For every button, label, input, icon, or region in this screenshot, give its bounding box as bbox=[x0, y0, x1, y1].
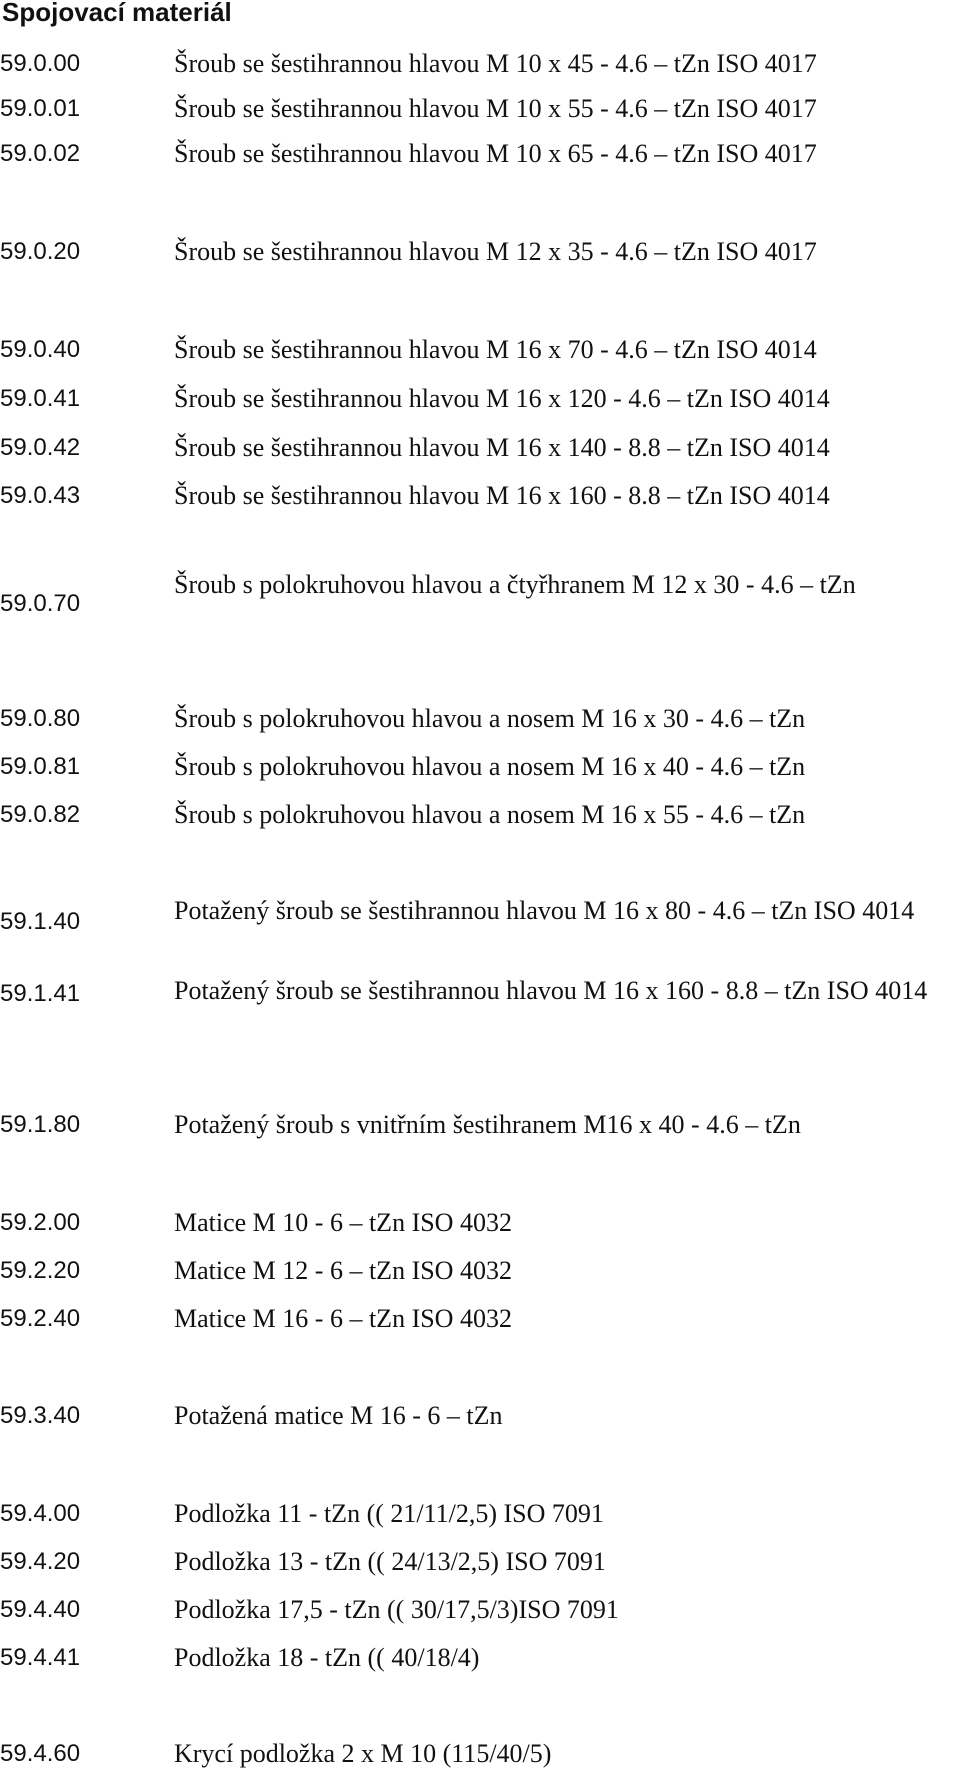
item-code: 59.4.00 bbox=[0, 1500, 81, 1527]
item-description: Šroub se šestihrannou hlavou M 16 x 140 - 8.8 – tZn ISO 4014 bbox=[174, 433, 830, 462]
item-code: 59.0.80 bbox=[0, 705, 81, 732]
item-description: Šroub se šestihrannou hlavou M 10 x 65 - 4.6 – tZn ISO 4017 bbox=[174, 139, 817, 168]
item-description: Šroub se šestihrannou hlavou M 16 x 120 - 4.6 – tZn ISO 4014 bbox=[174, 384, 830, 413]
item-code: 59.0.20 bbox=[0, 238, 81, 265]
item-description: Potažený šroub se šestihrannou hlavou M 16 x 160 - 8.8 – tZn ISO 4014 bbox=[174, 976, 928, 1005]
item-description: Šroub se šestihrannou hlavou M 10 x 45 - 4.6 – tZn ISO 4017 bbox=[174, 49, 817, 78]
item-code: 59.4.41 bbox=[0, 1644, 81, 1671]
item-code: 59.0.70 bbox=[0, 590, 81, 617]
item-code: 59.0.01 bbox=[0, 95, 81, 122]
item-code: 59.0.81 bbox=[0, 753, 81, 780]
item-code: 59.4.60 bbox=[0, 1740, 81, 1767]
item-code: 59.1.40 bbox=[0, 908, 81, 935]
item-description: Matice M 10 - 6 – tZn ISO 4032 bbox=[174, 1208, 512, 1237]
item-code: 59.2.20 bbox=[0, 1257, 81, 1284]
item-code: 59.0.00 bbox=[0, 50, 81, 77]
item-description: Potažený šroub s vnitřním šestihranem M16 x 40 - 4.6 – tZn bbox=[174, 1110, 801, 1139]
item-description: Potažený šroub se šestihrannou hlavou M 16 x 80 - 4.6 – tZn ISO 4014 bbox=[174, 896, 915, 925]
item-description: Krycí podložka 2 x M 10 (115/40/5) bbox=[174, 1739, 552, 1768]
item-code: 59.1.80 bbox=[0, 1111, 81, 1138]
item-code: 59.0.40 bbox=[0, 336, 81, 363]
item-description: Matice M 16 - 6 – tZn ISO 4032 bbox=[174, 1304, 512, 1333]
item-code: 59.0.02 bbox=[0, 140, 81, 167]
item-code: 59.0.42 bbox=[0, 434, 81, 461]
item-description: Šroub s polokruhovou hlavou a nosem M 16 x 30 - 4.6 – tZn bbox=[174, 704, 806, 733]
item-description: Podložka 18 - tZn (( 40/18/4) bbox=[174, 1643, 480, 1672]
item-code: 59.2.40 bbox=[0, 1305, 81, 1332]
item-description: Podložka 11 - tZn (( 21/11/2,5) ISO 7091 bbox=[174, 1499, 604, 1528]
item-code: 59.3.40 bbox=[0, 1402, 81, 1429]
item-description: Podložka 17,5 - tZn (( 30/17,5/3)ISO 7091 bbox=[174, 1595, 619, 1624]
item-description: Šroub s polokruhovou hlavou a nosem M 16 x 55 - 4.6 – tZn bbox=[174, 800, 806, 829]
item-code: 59.0.43 bbox=[0, 482, 81, 509]
item-code: 59.0.82 bbox=[0, 801, 81, 828]
item-description: Šroub se šestihrannou hlavou M 16 x 160 - 8.8 – tZn ISO 4014 bbox=[174, 481, 830, 510]
item-code: 59.0.41 bbox=[0, 385, 81, 412]
item-description: Šroub se šestihrannou hlavou M 16 x 70 - 4.6 – tZn ISO 4014 bbox=[174, 335, 817, 364]
item-description: Šroub se šestihrannou hlavou M 12 x 35 - 4.6 – tZn ISO 4017 bbox=[174, 237, 817, 266]
item-code: 59.4.40 bbox=[0, 1596, 81, 1623]
item-description: Podložka 13 - tZn (( 24/13/2,5) ISO 7091 bbox=[174, 1547, 606, 1576]
item-description: Šroub s polokruhovou hlavou a nosem M 16 x 40 - 4.6 – tZn bbox=[174, 752, 806, 781]
item-description: Potažená matice M 16 - 6 – tZn bbox=[174, 1401, 503, 1430]
item-code: 59.4.20 bbox=[0, 1548, 81, 1575]
item-code: 59.2.00 bbox=[0, 1209, 81, 1236]
item-description: Šroub s polokruhovou hlavou a čtyřhranem M 12 x 30 - 4.6 – tZn bbox=[174, 570, 856, 599]
document-heading: Spojovací materiál bbox=[2, 0, 232, 27]
item-code: 59.1.41 bbox=[0, 980, 81, 1007]
item-description: Matice M 12 - 6 – tZn ISO 4032 bbox=[174, 1256, 512, 1285]
item-description: Šroub se šestihrannou hlavou M 10 x 55 - 4.6 – tZn ISO 4017 bbox=[174, 94, 817, 123]
